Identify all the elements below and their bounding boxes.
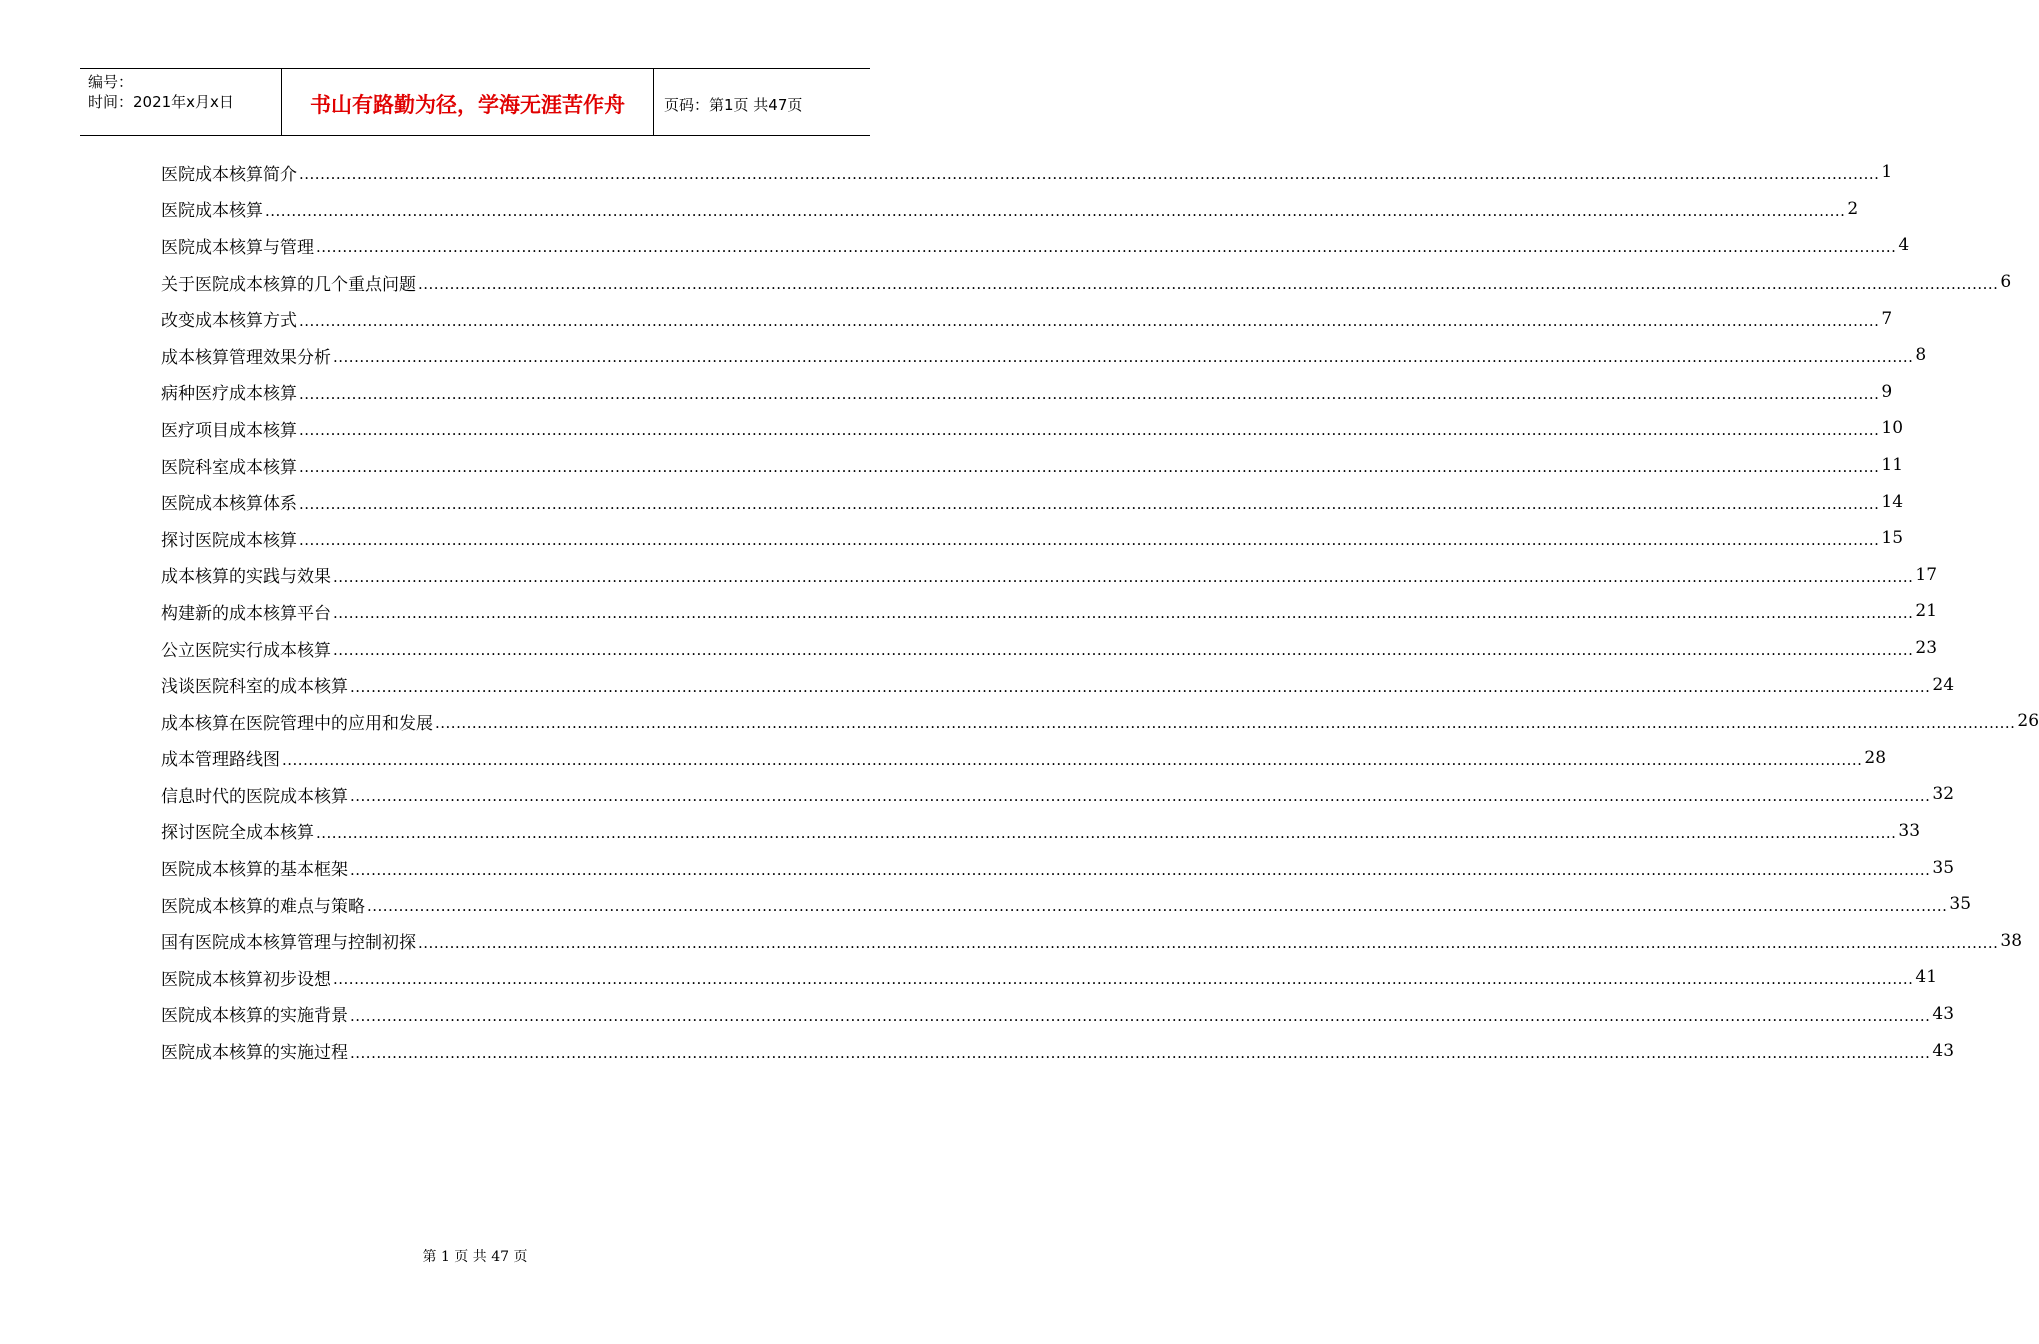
toc-dot-leader: ............................................................................................................................................................................................................................................................................................................	[265, 201, 1846, 220]
toc-entry-title: 医院成本核算的基本框架	[161, 860, 348, 881]
toc-entry[interactable]	[161, 337, 1927, 374]
toc-entry-page: 38	[2000, 930, 2023, 951]
toc-entry-page: 7	[1881, 308, 1893, 329]
toc-entry-title: 医院成本核算简介	[161, 164, 297, 185]
toc-entry-page: 1	[1881, 162, 1893, 183]
toc-entry-title: 国有医院成本核算管理与控制初探	[161, 933, 416, 954]
toc-dot-leader: ............................................................................................................................................................................................................................................................................................................	[333, 970, 1914, 989]
toc-entry[interactable]	[161, 959, 1938, 996]
toc-entry-title: 医院成本核算与管理	[161, 237, 314, 258]
toc-entry-title: 构建新的成本核算平台	[161, 603, 331, 624]
toc-entry[interactable]	[161, 520, 1904, 557]
header-meta	[80, 69, 282, 135]
toc-entry-title: 医疗项目成本核算	[161, 420, 297, 441]
time-text: 时间：2021年x月x日	[88, 93, 234, 111]
toc-entry-title: 公立医院实行成本核算	[161, 640, 331, 661]
toc-dot-leader: ............................................................................................................................................................................................................................................................................................................	[435, 714, 2016, 733]
toc-entry-title: 关于医院成本核算的几个重点问题	[161, 274, 416, 295]
toc-entry-title: 医院成本核算的实施过程	[161, 1043, 348, 1064]
toc-dot-leader: ............................................................................................................................................................................................................................................................................................................	[333, 604, 1914, 623]
toc-entry-page: 41	[1915, 967, 1938, 988]
toc-entry-title: 病种医疗成本核算	[161, 384, 297, 405]
toc-dot-leader: ............................................................................................................................................................................................................................................................................................................	[299, 421, 1880, 440]
header-page-code: 页码：第1页 共47页	[664, 95, 803, 114]
toc-entry[interactable]	[161, 191, 1859, 228]
toc-dot-leader: ............................................................................................................................................................................................................................................................................................................	[350, 860, 1931, 879]
toc-dot-leader: ............................................................................................................................................................................................................................................................................................................	[299, 494, 1880, 513]
toc-entry-page: 23	[1915, 638, 1938, 659]
toc-entry-title: 成本核算在医院管理中的应用和发展	[161, 713, 433, 734]
toc-entry[interactable]	[161, 374, 1893, 411]
toc-entry[interactable]	[161, 264, 2012, 301]
toc-entry-page: 6	[2000, 272, 2012, 293]
toc-entry[interactable]	[161, 300, 1893, 337]
toc-entry-title: 医院科室成本核算	[161, 457, 297, 478]
toc-entry-title: 医院成本核算的难点与策略	[161, 896, 365, 917]
toc-entry[interactable]	[161, 410, 1904, 447]
toc-entry-page: 15	[1881, 528, 1904, 549]
toc-dot-leader: ............................................................................................................................................................................................................................................................................................................	[367, 897, 1948, 916]
toc-entry-title: 探讨医院成本核算	[161, 530, 297, 551]
toc-entry-page: 11	[1881, 455, 1904, 476]
toc-entry-page: 4	[1898, 235, 1910, 256]
toc-entry-page: 10	[1881, 418, 1904, 439]
toc-entry-title: 浅谈医院科室的成本核算	[161, 677, 348, 698]
toc-entry-page: 26	[2017, 711, 2039, 732]
toc-entry[interactable]	[161, 813, 1921, 850]
toc-dot-leader: ............................................................................................................................................................................................................................................................................................................	[333, 567, 1914, 586]
toc-entry[interactable]	[161, 922, 2023, 959]
toc-entry-title: 医院成本核算的实施背景	[161, 1006, 348, 1027]
toc-entry[interactable]	[161, 227, 1910, 264]
number-label: 编号：	[88, 73, 134, 91]
toc-entry[interactable]	[161, 593, 1938, 630]
toc-dot-leader: ............................................................................................................................................................................................................................................................................................................	[350, 1006, 1931, 1025]
toc-dot-leader: ............................................................................................................................................................................................................................................................................................................	[350, 1043, 1931, 1062]
toc-dot-leader: ............................................................................................................................................................................................................................................................................................................	[299, 311, 1880, 330]
toc-entry-title: 成本核算管理效果分析	[161, 347, 331, 368]
toc-entry[interactable]	[161, 703, 2039, 740]
toc-entry-title: 探讨医院全成本核算	[161, 823, 314, 844]
toc-entry-page: 28	[1864, 747, 1887, 768]
toc-dot-leader: ............................................................................................................................................................................................................................................................................................................	[350, 677, 1931, 696]
toc-entry[interactable]	[161, 776, 1955, 813]
page-header	[80, 68, 870, 136]
toc-entry-page: 32	[1932, 784, 1955, 805]
toc-entry-title: 医院成本核算初步设想	[161, 969, 331, 990]
toc-dot-leader: ............................................................................................................................................................................................................................................................................................................	[316, 823, 1897, 842]
toc-entry-title: 改变成本核算方式	[161, 311, 297, 332]
toc-entry[interactable]	[161, 886, 1972, 923]
toc-dot-leader: ............................................................................................................................................................................................................................................................................................................	[316, 238, 1897, 257]
toc-entry[interactable]	[161, 154, 1893, 191]
toc-entry-page: 8	[1915, 345, 1927, 366]
toc-dot-leader: ............................................................................................................................................................................................................................................................................................................	[299, 531, 1880, 550]
toc-entry-title: 信息时代的医院成本核算	[161, 786, 348, 807]
toc-dot-leader: ............................................................................................................................................................................................................................................................................................................	[418, 933, 1999, 952]
toc-dot-leader: ............................................................................................................................................................................................................................................................................................................	[299, 384, 1880, 403]
toc-dot-leader: ............................................................................................................................................................................................................................................................................................................	[282, 750, 1863, 769]
toc-entry[interactable]	[161, 557, 1938, 594]
toc-entry[interactable]	[161, 483, 1904, 520]
toc-entry-page: 9	[1881, 381, 1893, 402]
toc-entry[interactable]	[161, 996, 1955, 1033]
toc-entry-title: 成本核算的实践与效果	[161, 567, 331, 588]
toc-dot-leader: ............................................................................................................................................................................................................................................................................................................	[350, 787, 1931, 806]
toc-entry[interactable]	[161, 630, 1938, 667]
toc-entry-page: 33	[1898, 820, 1921, 841]
header-motto: 书山有路勤为径，学海无涯苦作舟	[282, 69, 654, 135]
toc-entry-title: 医院成本核算体系	[161, 494, 297, 515]
toc-entry-page: 17	[1915, 564, 1938, 585]
toc-dot-leader: ............................................................................................................................................................................................................................................................................................................	[333, 348, 1914, 367]
toc-entry-page: 35	[1949, 894, 1972, 915]
toc-dot-leader: ............................................................................................................................................................................................................................................................................................................	[299, 458, 1880, 477]
toc-entry[interactable]	[161, 447, 1904, 484]
page-footer: 第 1 页 共 47 页	[422, 1249, 528, 1265]
toc-entry[interactable]	[161, 849, 1955, 886]
toc-entry[interactable]	[161, 740, 1887, 777]
toc-entry-page: 35	[1932, 857, 1955, 878]
toc-entry-page: 2	[1847, 198, 1859, 219]
toc-dot-leader: ............................................................................................................................................................................................................................................................................................................	[333, 641, 1914, 660]
toc-entry-page: 24	[1932, 674, 1955, 695]
toc-dot-leader: ............................................................................................................................................................................................................................................................................................................	[299, 165, 1880, 184]
toc-entry[interactable]	[161, 1032, 1955, 1069]
toc-entry-title: 成本管理路线图	[161, 750, 280, 771]
toc-entry-page: 43	[1932, 1003, 1955, 1024]
toc-entry-page: 21	[1915, 601, 1938, 622]
toc-dot-leader: ............................................................................................................................................................................................................................................................................................................	[418, 275, 1999, 294]
toc-entry[interactable]	[161, 666, 1955, 703]
toc-entry-title: 医院成本核算	[161, 201, 263, 222]
toc-entry-page: 43	[1932, 1040, 1955, 1061]
table-of-contents	[161, 154, 2039, 1069]
toc-entry-page: 14	[1881, 491, 1904, 512]
